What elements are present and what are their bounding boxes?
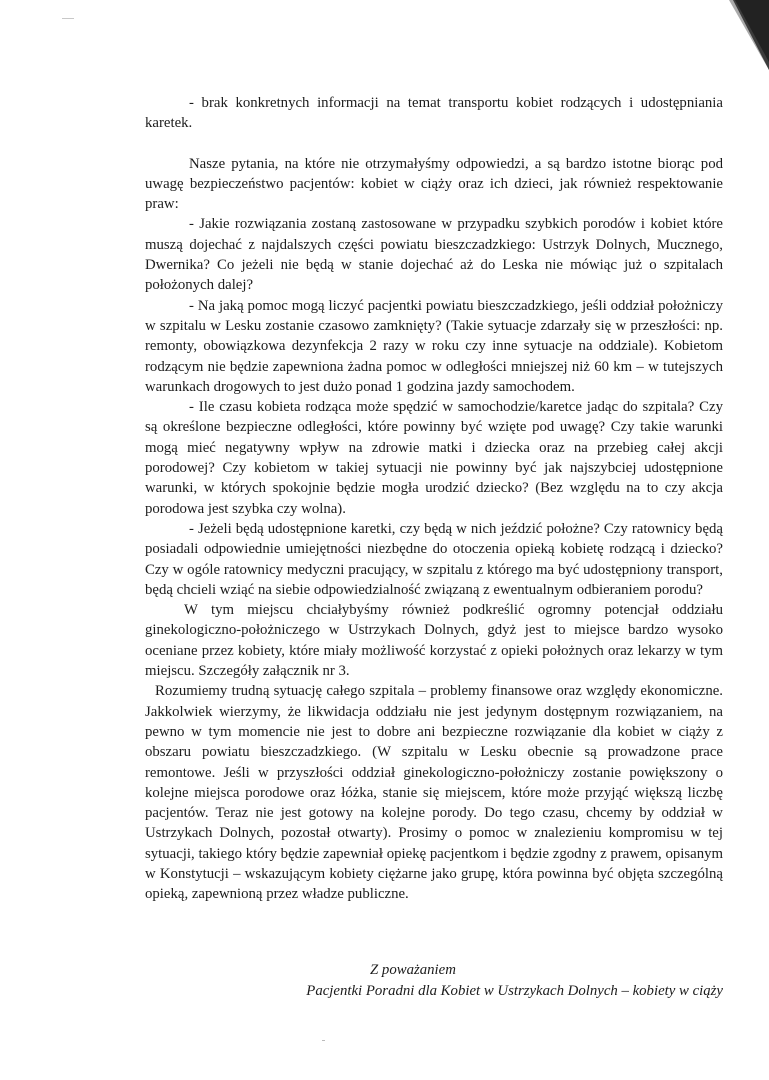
paragraph: Nasze pytania, na które nie otrzymałyśmy odpowiedzi, a są bardzo istotne biorąc pod uwagę bezpieczeństwo pacjentów: kobiet w ciąży oraz ich dzieci, jak również respektowanie praw:: [145, 155, 723, 213]
paragraph: - Ile czasu kobieta rodząca może spędzić w samochodzie/karetce jadąc do szpitala? Czy są określone bezpieczne odległości, które powinny być wzięte pod uwagę? Czy takie warunki mogą mieć negatywny wpływ na zdrowie matki i dziecka oraz na przebieg całej akcji porodowej? Czy kobietom w takiej sytuacji nie powinny być jak najszybciej udostępnione warunki, w których spokojnie będzie mogła urodzić dziecko? (Bez względu na to czy akcja porodowa jest szybka czy wolna).: [145, 399, 723, 517]
paragraph: - Jakie rozwiązania zostaną zastosowane w przypadku szybkich porodów i kobiet które muszą dojechać z najdalszych części powiatu bieszczadzkiego: Ustrzyk Dolnych, Mucznego, Dwernika? Co jeżeli nie będą w stanie dojechać aż do Leska nie mówiąc już o szpitalach położonych dalej?: [145, 216, 723, 294]
paragraph: Rozumiemy trudną sytuację całego szpitala – problemy finansowe oraz względy ekonomiczne. Jakkolwiek wierzymy, że likwidacja oddziału nie jest jedynym dostępnym rozwiązaniem, na pewno w tym momencie nie jest to dobre ani bezpieczne rozwiązanie dla kobiet w ciąży z obszaru powiatu bieszczadzkiego. (W szpitalu w Lesku obecnie są prowadzone prace remontowe. Jeśli w przyszłości oddział ginekologiczno-położniczy zostanie powiększony o kolejne miejsca porodowe oraz łóżka, stanie się miejscem, które może przyjąć większą liczbę pacjentów. Teraz nie jest gotowy na kolejne porody. Do tego czasu, chcemy by oddział w Ustrzykach Dolnych, pozostał otwarty). Prosimy o pomoc w znalezieniu kompromisu w tej sytuacji, takiego który będzie zapewniał opiekę pacjentkom i będzie zgodny z prawem, opisanym w Konstytucji – wskazującym kobiety ciężarne jako grupę, która powinna być objęta szczególną opieką, zapewnioną przez władze publiczne.: [145, 683, 723, 903]
letter-closing: [145, 960, 723, 1002]
paragraph: - Na jaką pomoc mogą liczyć pacjentki powiatu bieszczadzkiego, jeśli oddział położniczy w szpitalu w Lesku zostanie czasowo zamknięty? (Takie sytuacje zdarzały się w przeszłości: np. remonty, obowiązkowa dezynfekcja 2 razy w roku czy inne sytuacje na oddziale). Kobietom rodzącym nie będzie zapewniona żadna pomoc w odległości mniejszej niż 60 km – w tutejszych warunkach drogowych to jest dużo ponad 1 godzina jazdy samochodem.: [145, 297, 723, 395]
scan-mark: [62, 18, 74, 19]
paragraph: - Jeżeli będą udostępnione karetki, czy będą w nich jeździć położne? Czy ratownicy będą posiadali odpowiednie umiejętności niezbędne do otoczenia opieką kobietę rodzącą i dziecko? Czy w ogóle ratownicy medyczni pracujący, w szpitalu z którego ma być udostępniony transport, będą chcieli wziąć na siebie odpowiedzialność związaną z ewentualnym odbieraniem porodu?: [145, 520, 723, 598]
paragraph: - brak konkretnych informacji na temat transportu kobiet rodzących i udostępniania karetek.: [145, 95, 723, 132]
letter-body: [145, 93, 723, 905]
scan-corner-mark: [729, 0, 769, 70]
signature: Pacjentki Poradni dla Kobiet w Ustrzykach Dolnych – kobiety w ciąży: [306, 983, 723, 999]
salutation: Z poważaniem: [370, 962, 456, 978]
paragraph: W tym miejscu chciałybyśmy również podkreślić ogromny potencjał oddziału ginekologiczno-położniczego w Ustrzykach Dolnych, gdyż jest to miejsce bardzo wysoko oceniane przez kobiety, które miały możliwość korzystać z opieki położnych oraz lekarzy w tym miejscu. Szczegóły załącznik nr 3.: [145, 602, 723, 680]
scan-speck: [322, 1040, 325, 1041]
